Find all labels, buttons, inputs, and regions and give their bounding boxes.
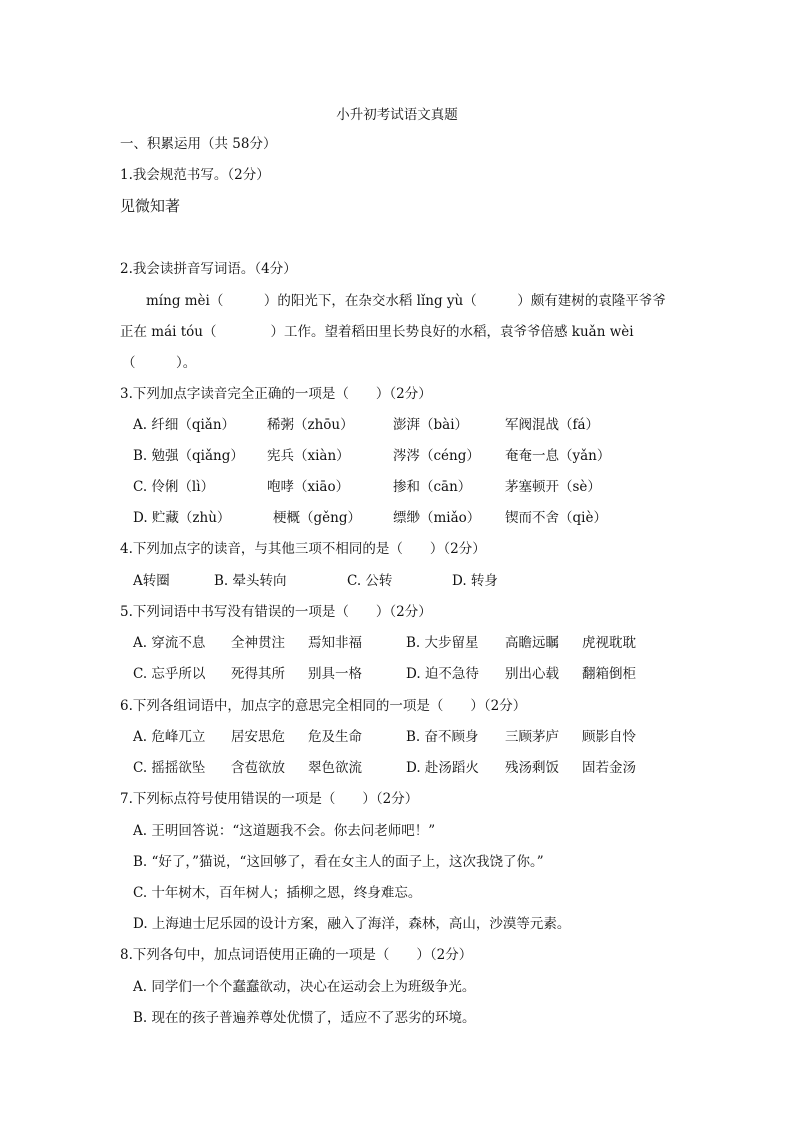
q3-option-c-2: 咆哮（xiāo） [267,479,350,495]
q6-cell-1-3: 危及生命 [308,729,362,745]
question-7-stem: 7.下列标点符号使用错误的一项是（ ）（2分） [120,791,419,807]
q6-cell-2-3: 翠色欲流 [308,760,362,776]
q5-cell-2-4: D. 迫不急待 [406,666,479,682]
q3-option-b-1: B. 勉强（qiǎng） [133,448,244,464]
q5-cell-1-3: 焉知非福 [308,635,362,651]
question-6-stem: 6.下列各组词语中，加点字的意思完全相同的一项是（ ）（2分） [120,698,527,714]
q5-cell-1-6: 虎视耽耽 [582,635,636,651]
q7-option-c: C. 十年树木，百年树人；插柳之恩，终身难忘。 [133,885,422,901]
q5-cell-2-1: C. 忘乎所以 [133,666,206,682]
q5-cell-2-2: 死得其所 [231,666,285,682]
q3-option-d-2: 梗概（gěng） [273,510,361,526]
section-heading: 一、积累运用（共 58分） [120,136,277,152]
question-2-stem: 2.我会读拼音写词语。（4分） [120,261,297,277]
question-1-stem: 1.我会规范书写。（2分） [120,167,270,183]
q7-option-d: D. 上海迪士尼乐园的设计方案，融入了海洋，森林，高山，沙漠等元素。 [133,916,571,932]
question-4-stem: 4.下列加点字的读音，与其他三项不相同的是（ ）（2分） [120,541,486,557]
q3-option-a-3: 澎湃（bài） [393,417,469,433]
q3-option-a-4: 军阀混战（fá） [505,417,600,433]
question-2-line-2: 正在 mái tóu（ ）工作。望着稻田里长势良好的水稻，袁爷爷倍感 kuǎn wèi [120,324,634,340]
question-3-stem: 3.下列加点字读音完全正确的一项是（ ）（2分） [120,386,432,402]
q3-option-c-3: 掺和（cān） [393,479,472,495]
page-title: 小升初考试语文真题 [336,107,458,123]
q5-cell-2-5: 别出心载 [505,666,559,682]
q4-option-a: A转圈 [133,573,170,589]
q6-cell-1-5: 三顾茅庐 [505,729,559,745]
q5-cell-2-6: 翻箱倒柜 [582,666,636,682]
q3-option-c-1: C. 伶俐（lì） [133,479,215,495]
q7-option-b: B. “好了，”猫说，“这回够了，看在女主人的面子上，这次我饶了你。” [133,854,544,870]
q3-option-c-4: 茅塞顿开（sè） [505,479,601,495]
q3-option-d-1: D. 贮藏（zhù） [133,510,231,526]
q5-cell-1-2: 全神贯注 [231,635,285,651]
q6-cell-1-6: 顾影自怜 [582,729,636,745]
q3-option-d-4: 锲而不舍（qiè） [505,510,607,526]
question-2-line-3: （ ）。 [122,355,197,371]
q3-option-a-2: 稀粥（zhōu） [267,417,354,433]
q3-option-a-1: A. 纤细（qiǎn） [133,417,236,433]
q6-cell-2-2: 含苞欲放 [231,760,285,776]
q4-option-c: C. 公转 [347,573,393,589]
question-5-stem: 5.下列词语中书写没有错误的一项是（ ）（2分） [120,604,432,620]
q5-cell-2-3: 别具一格 [308,666,362,682]
question-1-content: 见微知著 [120,197,181,215]
q3-option-b-3: 涔涔（céng） [393,448,480,464]
q4-option-d: D. 转身 [452,573,498,589]
question-8-stem: 8.下列各句中，加点词语使用正确的一项是（ ）（2分） [120,947,473,963]
q4-option-b: B. 晕头转向 [214,573,287,589]
q3-option-d-3: 缥缈（miǎo） [393,510,481,526]
q3-option-b-2: 宪兵（xiàn） [267,448,350,464]
q8-option-b: B. 现在的孩子普遍养尊处优惯了，适应不了恶劣的环境。 [133,1010,476,1026]
q6-cell-2-1: C. 摇摇欲坠 [133,760,206,776]
q6-cell-2-5: 残汤剩饭 [505,760,559,776]
q6-cell-1-2: 居安思危 [231,729,285,745]
q3-option-b-4: 奄奄一息（yǎn） [505,448,611,464]
q5-cell-1-5: 高瞻远瞩 [505,635,559,651]
q8-option-a: A. 同学们一个个蠢蠢欲动，决心在运动会上为班级争光。 [133,979,476,995]
q6-cell-2-6: 固若金汤 [582,760,636,776]
q6-cell-1-4: B. 奋不顾身 [406,729,479,745]
q5-cell-1-4: B. 大步留星 [406,635,479,651]
q7-option-a: A. 王明回答说：“这道题我不会。你去问老师吧！” [133,823,436,839]
q6-cell-2-4: D. 赴汤蹈火 [406,760,479,776]
q6-cell-1-1: A. 危峰兀立 [133,729,206,745]
question-2-line-1: míng mèi（ ）的阳光下，在杂交水稻 lǐng yù（ ）颇有建树的袁隆平爷爷 [146,293,666,309]
q5-cell-1-1: A. 穿流不息 [133,635,206,651]
